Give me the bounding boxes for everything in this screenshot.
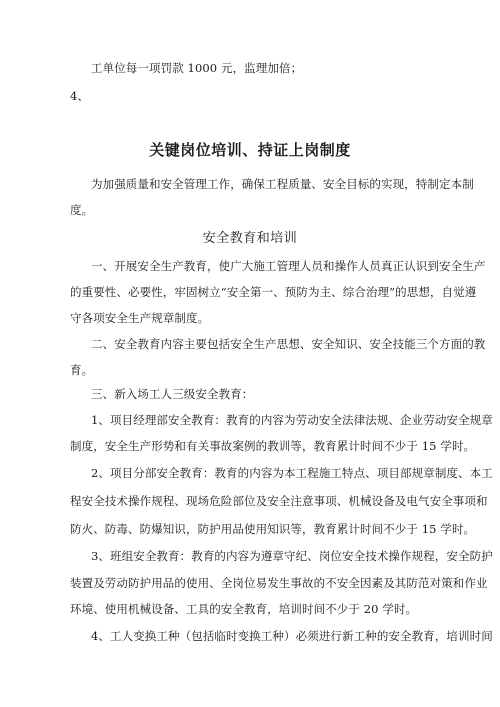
paragraph-line: 3、班组安全教育：教育的内容为遵章守纪、岗位安全技术操作规程，安全防护 (91, 549, 493, 563)
text-line: 工单位每一项罚款 1000 元，监理加倍； (91, 61, 303, 75)
paragraph-line: 育。 (70, 363, 94, 377)
paragraph-line: 防火、防毒、防爆知识，防护用品使用知识等，教育累计时间不少于 15 学时。 (70, 522, 476, 536)
paragraph-line: 装置及劳动防护用品的使用、全岗位易发生事故的不安全因素及其防范对策和作业 (70, 576, 488, 590)
section-title: 安全教育和培训 (202, 231, 298, 246)
document-title: 关键岗位培训、持证上岗制度 (149, 141, 351, 159)
intro-line: 度。 (70, 203, 94, 217)
paragraph-line: 制度，安全生产形势和有关事故案例的教训等，教育累计时间不少于 15 学时。 (70, 439, 476, 453)
paragraph-line: 一、开展安全生产教育，使广大施工管理人员和操作人员真正认识到安全生产 (91, 259, 486, 273)
paragraph-line: 4、工人变换工种（包括临时变换工种）必须进行新工种的安全教育，培训时间 (91, 629, 493, 643)
paragraph-line: 环境、使用机械设备、工具的安全教育，培训时间不少于 20 学时。 (70, 602, 418, 616)
paragraph-line: 2、项目分部安全教育：教育的内容为本工程施工特点、项目部规章制度、本工 (91, 466, 493, 480)
paragraph-line: 的重要性、必要性，牢固树立“安全第一、预防为主、综合治理”的思想，自觉遵 (70, 285, 477, 299)
paragraph-line: 二、安全教育内容主要包括安全生产思想、安全知识、安全技能三个方面的教 (91, 337, 486, 351)
intro-line: 为加强质量和安全管理工作，确保工程质量、安全目标的实现，特制定本制 (91, 177, 474, 191)
paragraph-line: 守各项安全生产规章制度。 (70, 311, 210, 325)
text-line: 4、 (70, 89, 90, 103)
paragraph-line: 程安全技术操作规程、现场危险部位及安全注意事项、机械设备及电气安全事项和 (70, 494, 488, 508)
paragraph-line: 1、项目经理部安全教育：教育的内容为劳动安全法律法规、企业劳动安全规章 (91, 413, 493, 427)
paragraph-line: 三、新入场工人三级安全教育： (91, 387, 254, 401)
